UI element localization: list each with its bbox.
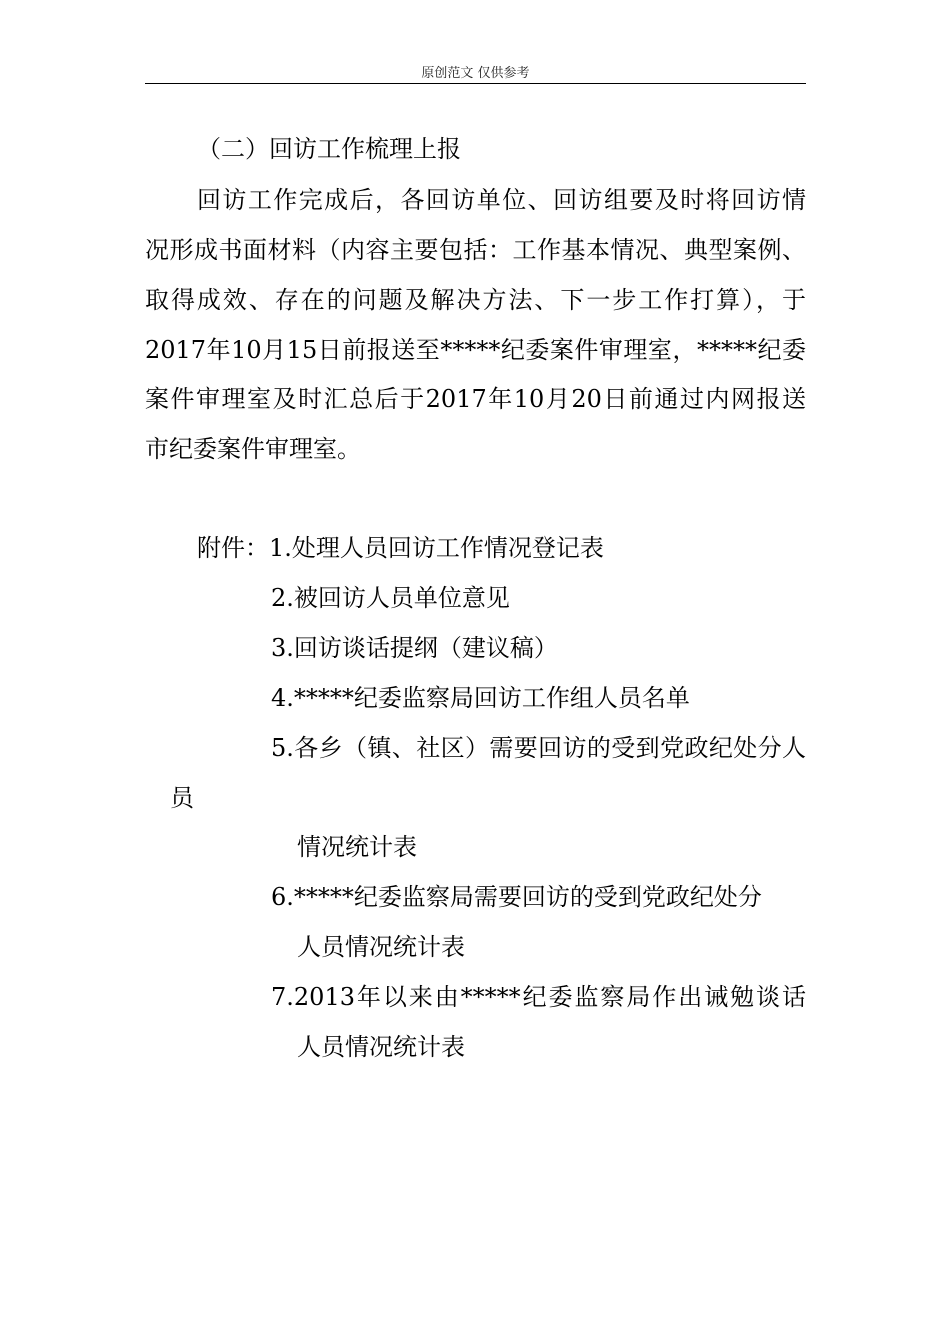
attachment-item: 3.回访谈话提纲（建议稿） [271, 634, 558, 662]
attachment-item-continuation: 情况统计表 [297, 833, 417, 861]
paragraph-line: 市纪委案件审理室。 [145, 435, 361, 463]
attachment-item: 2.被回访人员单位意见 [271, 584, 510, 612]
attachment-item-continuation: 人员情况统计表 [297, 933, 465, 961]
attachment-item: 4.*****纪委监察局回访工作组人员名单 [271, 684, 690, 712]
paragraph-line: 况形成书面材料（内容主要包括：工作基本情况、典型案例、 [145, 236, 806, 264]
section-heading: （二）回访工作梳理上报 [197, 135, 461, 163]
paragraph-line: 2017年10月15日前报送至*****纪委案件审理室，*****纪委 [145, 336, 806, 364]
header-text: 原创范文 仅供参考 [421, 66, 530, 81]
attachment-item-continuation: 人员情况统计表 [297, 1033, 465, 1061]
attachment-item: 附件：1.处理人员回访工作情况登记表 [197, 534, 604, 562]
header-divider [145, 83, 806, 84]
attachment-item-continuation: 员 [170, 784, 194, 812]
paragraph-line: 回访工作完成后，各回访单位、回访组要及时将回访情 [197, 186, 806, 214]
attachment-item: 5.各乡（镇、社区）需要回访的受到党政纪处分人 [271, 734, 806, 762]
paragraph-line: 案件审理室及时汇总后于2017年10月20日前通过内网报送 [145, 385, 806, 413]
paragraph-line: 取得成效、存在的问题及解决方法、下一步工作打算），于 [145, 286, 806, 314]
attachment-item: 6.*****纪委监察局需要回访的受到党政纪处分 [271, 883, 762, 911]
attachment-item: 7.2013年以来由*****纪委监察局作出诫勉谈话 [271, 983, 806, 1011]
